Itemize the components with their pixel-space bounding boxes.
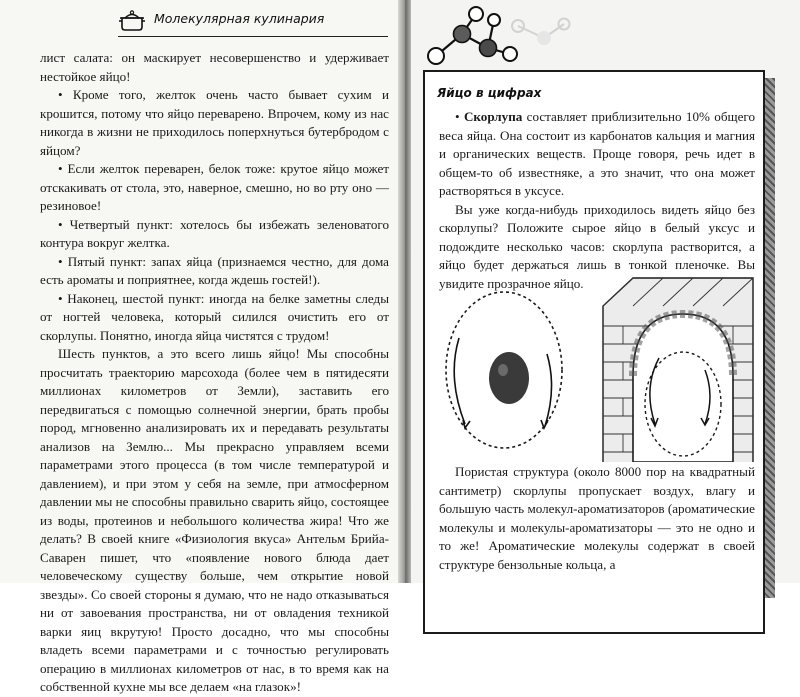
left-page: [0, 0, 400, 694]
bullet-paragraph: • Наконец, шестой пункт: иногда на белке заметны следы от ногтей человека, который силился очистить его от скорлупы. Понятно, иногда яйца чистятся с трудом!: [40, 290, 389, 343]
book-gutter: [398, 0, 412, 583]
box-text-bottom: [439, 463, 755, 574]
page-header: [118, 6, 388, 34]
molecule-illustration: [414, 4, 574, 78]
running-head: Молекулярная кулинария: [154, 11, 325, 26]
box-bold-term: Скорлупа: [463, 109, 523, 124]
left-body-text: [40, 49, 389, 697]
header-rule: [118, 36, 388, 37]
paragraph: лист салата: он маскирует несовершенство и удерживает нестойкое яйцо!: [40, 50, 389, 84]
cooking-pot-icon: [118, 8, 146, 32]
box-title: Яйцо в цифрах: [437, 86, 542, 100]
bullet-paragraph: • Кроме того, желток очень часто бывает сухим и крошится, потому что яйцо переварено. Впрочем, кому из нас никогда в жизни не приходилось поперхнуться бутербродом с яйцом?: [40, 87, 389, 158]
bullet-paragraph: • Пятый пункт: запах яйца (признаемся честно, для дома есть ароматы и поприятнее, когда ждешь гостей!).: [40, 253, 389, 287]
right-page: [411, 0, 800, 583]
paragraph: Шесть пунктов, а это всего лишь яйцо! Мы способны просчитать траекторию марсохода (более чем в пятидесяти миллионах километров от Земли), заставить его передвигаться с помощью солнечной энергии, брать пробы пород, мгновенно анализировать их и передавать результаты анализов на Землю... Мы прекрасно управляем всеми параметрами этого процесса (в том числе температурой и давлением), и при этом у себя на земле, при атмосферном давлении мы не способны правильно сварить яйцо, состоящее из воды, протеинов и небольшого количества жира! Что же делать? В своей книге «Физиология вкуса» Антельм Брийа-Саварен пишет, что «появление нового блюда дает человеческому существу больше, чем открытие новой звезды». Со своей стороны я думаю, что не надо отказываться ни от завоевания пространства, ни от овладения техникой варки яиц вкрутую! Просто досадно, что мы способны владеть всеми параметрами и с точностью регулировать операцию в миллионах километров от нас, в то время как на собственной кухне мы все делаем «на глазок»!: [40, 346, 389, 694]
stone-arch-illustration: [593, 266, 763, 462]
box-paragraph: Пористая структура (около 8000 пор на квадратный сантиметр) скорлупы пропускает воздух, влагу и большую часть молекул-ароматизаторов (ароматические молекулы и молекулы-ароматизаторы — это не одно и то же! Ароматические молекулы содержат в своей структуре бензольные кольца, а: [439, 464, 755, 572]
box-paragraph: • Скорлупа составляет приблизительно 10% общего веса яйца. Она состоит из карбонатов кальция и магния и органических веществ. Проще говоря, речь идет в общем-то об известняке, а это значит, что она может растворяться в уксусе.: [439, 109, 755, 198]
bullet-paragraph: • Если желток переварен, белок тоже: крутое яйцо может отскакивать от стола, это, наверное, смешно, но во рту оно — резиновое!: [40, 161, 389, 213]
box-paragraph: Вы уже когда-нибудь приходилось видеть яйцо без скорлупы? Положите сырое яйцо в белый уксус и подождите несколько часов: скорлупа растворится, а яйцо будет держаться лишь в тонкой пленочке. Вы увидите прозрачное яйцо.: [439, 201, 755, 291]
bullet-paragraph: • Четвертый пункт: хотелось бы избежать зеленоватого контура вокруг желтка.: [40, 216, 389, 250]
box-intro-text: составляет приблизительно 10% общего веса яйца. Она состоит из карбонатов кальция и магния и органических веществ. Проще говоря, речь идет в общем-то об известняке, а это значит, что она может растворяться в уксусе.: [439, 109, 755, 198]
egg-illustration: [429, 278, 579, 458]
